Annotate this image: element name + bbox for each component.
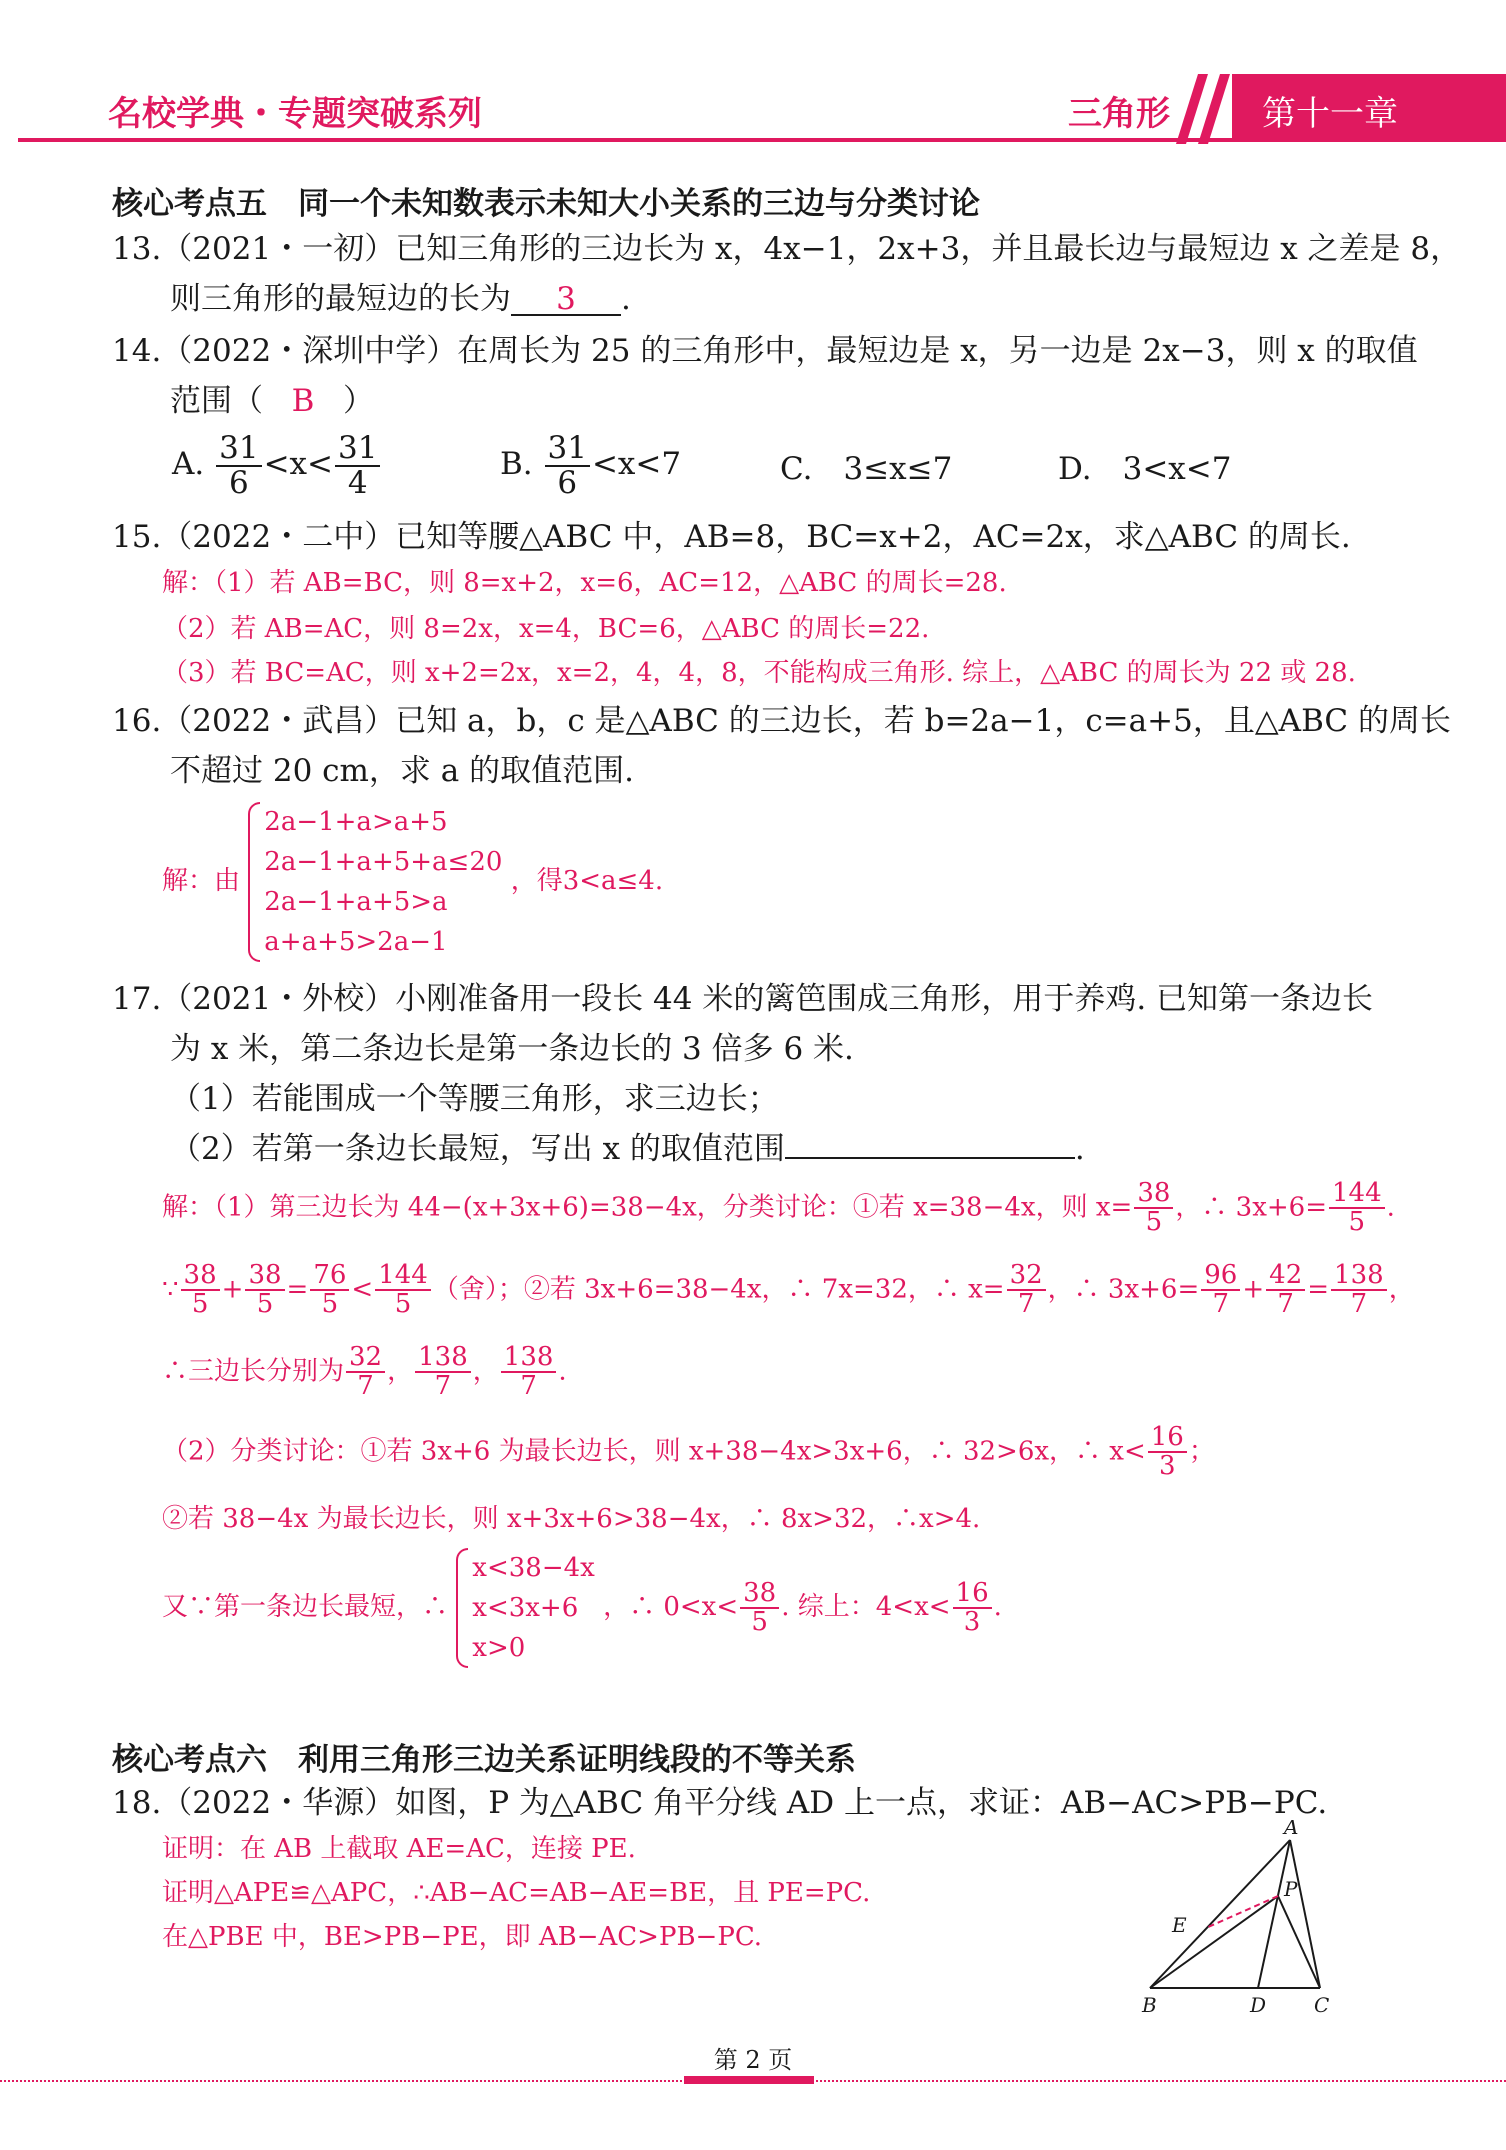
q14-answer: B — [291, 383, 315, 419]
q17-s1-b: ，∴ 3x+6= — [1175, 1192, 1327, 1223]
q17-solution-line6 — [162, 1548, 1002, 1668]
q17-s2-n5: 32 — [1007, 1262, 1046, 1291]
q17-line2: 为 x 米，第二条边长是第一条边长的 3 倍多 6 米. — [170, 1031, 854, 1067]
q14-option-b — [500, 432, 681, 499]
label-a: A — [1284, 1820, 1299, 1839]
q17-s2-n1: 38 — [181, 1262, 220, 1291]
header-slash-decoration — [1176, 74, 1236, 144]
section-title-5: 核心考点五 同一个未知数表示未知大小关系的三边与分类讨论 — [112, 186, 980, 222]
q17-solution-line2 — [162, 1262, 1415, 1319]
q17-s3-sep1: ， — [387, 1356, 414, 1387]
q17-s2-n4: 144 — [375, 1262, 431, 1291]
q17-s3-d3: 7 — [520, 1371, 537, 1402]
q16-solution-prefix: 解：由 — [162, 866, 241, 896]
q17-s6-system — [456, 1548, 595, 1668]
q17-s3-frac2 — [415, 1344, 471, 1401]
footer-accent-bar — [684, 2076, 814, 2084]
q17-s3-frac3 — [501, 1344, 557, 1401]
q14-option-b-label: B. — [500, 446, 533, 483]
q14-option-c: C. 3≤x≤7 — [780, 451, 953, 487]
q17-s6-frac1 — [740, 1577, 779, 1637]
q17-part1: （1）若能围成一个等腰三角形，求三边长； — [170, 1081, 779, 1117]
q17-s2-d1: 5 — [191, 1289, 209, 1320]
q13-answer: 3 — [511, 284, 621, 316]
q17-s2-d6: 7 — [1212, 1289, 1230, 1320]
q14-option-a-mid: <x< — [263, 446, 333, 483]
q17-s2-frac5 — [1007, 1262, 1046, 1319]
label-c: C — [1314, 1993, 1330, 2017]
q14-option-a-frac1 — [216, 432, 261, 499]
q14-a-d1: 6 — [228, 464, 249, 501]
q17-s1-n1: 38 — [1134, 1180, 1173, 1209]
q17-s2-eq: = — [286, 1274, 309, 1305]
q17-s2-d: ， — [1388, 1274, 1415, 1305]
q17-s2-frac8 — [1331, 1262, 1387, 1319]
q17-s6-n2: 16 — [953, 1580, 992, 1609]
q17-solution-line3 — [162, 1344, 567, 1401]
q13-line1: 13.（2021・一初）已知三角形的三边长为 x，4x−1，2x+3，并且最长边与最短边 x 之差是 8， — [112, 231, 1462, 267]
q17-s3-n1: 32 — [346, 1344, 385, 1373]
q16-eq-3: 2a−1+a+5>a — [264, 887, 448, 917]
q16-system — [248, 802, 502, 962]
q17-s2-frac4 — [375, 1262, 431, 1319]
q17-s6-brace — [456, 1548, 468, 1668]
q17-s6-b: ，∴ 0<x< — [603, 1592, 739, 1622]
q17-s2-frac3 — [310, 1262, 349, 1319]
q14-b-n: 31 — [545, 432, 590, 467]
q16-solution — [162, 802, 663, 962]
q17-s4-a: （2）分类讨论：①若 3x+6 为最长边长，则 x+38−4x>3x+6，∴ 32>6x，∴ x< — [162, 1436, 1146, 1467]
q17-s2-n8: 138 — [1331, 1262, 1387, 1291]
q17-s3-d1: 7 — [357, 1371, 374, 1402]
q17-s4-d: 3 — [1159, 1451, 1176, 1482]
page-number: 第 2 页 — [713, 2046, 793, 2074]
q17-s2-d7: 7 — [1277, 1289, 1294, 1320]
q17-solution-line5: ②若 38−4x 为最长边长，则 x+3x+6>38−4x，∴ 8x>32，∴x>4. — [162, 1504, 981, 1534]
q14-option-d: D. 3<x<7 — [1058, 451, 1232, 487]
q17-part2 — [170, 1130, 1085, 1168]
q17-s6-a: 又∵第一条边长最短，∴ — [162, 1592, 449, 1622]
header-series-title: 名校学典・专题突破系列 — [108, 94, 482, 134]
section-title-6: 核心考点六 利用三角形三边关系证明线段的不等关系 — [112, 1742, 856, 1778]
q18-triangle-figure — [1130, 1820, 1360, 2020]
label-b: B — [1142, 1993, 1157, 2017]
q17-line1: 17.（2021・外校）小刚准备用一段长 44 米的篱笆围成三角形，用于养鸡. 已知第一条边长 — [112, 981, 1374, 1017]
q17-s2-frac6 — [1201, 1262, 1240, 1319]
q16-line2: 不超过 20 cm，求 a 的取值范围. — [170, 753, 634, 789]
q17-s6-eq-3: x>0 — [472, 1633, 526, 1663]
q14-line2-prefix: 范围（ — [170, 383, 263, 419]
q17-s3-end: . — [558, 1356, 567, 1387]
q15-solution-1: 解：（1）若 AB=BC，则 8=x+2，x=6，AC=12，△ABC 的周长=28. — [162, 568, 1007, 598]
q17-s2-plus: + — [221, 1274, 244, 1305]
q17-s6-d2: 3 — [963, 1607, 981, 1637]
q17-s2-d8: 7 — [1350, 1289, 1368, 1320]
q14-line2 — [170, 382, 374, 420]
q17-part2-text: （2）若第一条边长最短，写出 x 的取值范围 — [170, 1131, 785, 1167]
q15-line1: 15.（2022・二中）已知等腰△ABC 中，AB=8，BC=x+2，AC=2x，求△ABC 的周长. — [112, 519, 1351, 555]
q14-option-a-label: A. — [172, 446, 205, 483]
q18-proof-2: 证明△APE≌△APC，∴AB−AC=AB−AE=BE，且 PE=PC. — [162, 1878, 871, 1908]
q17-s2-d4: 5 — [394, 1289, 412, 1320]
q16-eq-2: 2a−1+a+5+a≤20 — [264, 847, 503, 877]
q17-s2-n3: 76 — [310, 1262, 349, 1291]
q13-line2 — [170, 280, 631, 318]
q17-s2-n7: 42 — [1266, 1262, 1305, 1291]
label-p: P — [1284, 1877, 1298, 1901]
q14-option-b-frac — [545, 432, 590, 499]
header-topic: 三角形 — [1068, 94, 1170, 134]
label-e: E — [1172, 1913, 1187, 1937]
q17-s4-end: ； — [1188, 1436, 1215, 1467]
q17-s2-d5: 7 — [1017, 1289, 1035, 1320]
q17-s1-n2: 144 — [1329, 1180, 1385, 1209]
q17-s2-eq2: = — [1307, 1274, 1330, 1305]
q18-line1: 18.（2022・华源）如图，P 为△ABC 角平分线 AD 上一点，求证：AB−AC>PB−PC. — [112, 1785, 1328, 1821]
q14-line1: 14.（2022・深圳中学）在周长为 25 的三角形中，最短边是 x，另一边是 2x−3，则 x 的取值 — [112, 333, 1418, 369]
q16-eq-1: 2a−1+a>a+5 — [264, 807, 448, 837]
q17-part2-suffix: . — [1074, 1131, 1085, 1167]
segment-pe — [1206, 1896, 1278, 1928]
q17-s3-n2: 138 — [415, 1344, 471, 1373]
q14-a-n1: 31 — [216, 432, 261, 467]
q17-s6-eq-2: x<3x+6 — [472, 1593, 579, 1623]
q17-s2-d2: 5 — [256, 1289, 274, 1320]
header-chapter: 第十一章 — [1262, 94, 1398, 134]
segment-pc — [1278, 1896, 1320, 1988]
q17-s1-c: . — [1386, 1192, 1395, 1223]
q17-s6-eq-1: x<38−4x — [472, 1553, 595, 1583]
q16-line1: 16.（2022・武昌）已知 a，b，c 是△ABC 的三边长，若 b=2a−1，c=a+5，且△ABC 的周长 — [112, 703, 1451, 739]
q15-solution-3: （3）若 BC=AC，则 x+2=2x，x=2，4，4，8，不能构成三角形. 综上，△ABC 的周长为 22 或 28. — [162, 658, 1356, 688]
q13-line2-suffix: . — [621, 281, 631, 317]
q17-s1-a: 解：（1）第三边长为 44−(x+3x+6)=38−4x，分类讨论：①若 x=38−4x，则 x= — [162, 1192, 1133, 1223]
side-ac — [1290, 1840, 1320, 1988]
q17-s2-n2: 38 — [245, 1262, 284, 1291]
q17-solution-line4 — [162, 1424, 1215, 1481]
header-rule — [18, 138, 1506, 142]
q17-s2-lt: < — [351, 1274, 374, 1305]
q15-solution-2: （2）若 AB=AC，则 8=2x，x=4，BC=6，△ABC 的周长=22. — [162, 614, 930, 644]
q17-s2-plus2: + — [1242, 1274, 1265, 1305]
label-d: D — [1250, 1993, 1267, 2017]
q17-s4-frac — [1148, 1424, 1187, 1481]
q14-a-n2: 31 — [335, 432, 380, 467]
q17-s3-n3: 138 — [501, 1344, 557, 1373]
q16-solution-suffix: ，得3<a≤4. — [510, 866, 664, 896]
q14-b-d: 6 — [557, 464, 578, 501]
q14-option-b-rest: <x<7 — [591, 446, 682, 483]
q17-s2-frac1 — [181, 1262, 220, 1319]
q17-s6-end: . — [993, 1592, 1002, 1622]
q17-s1-frac2 — [1329, 1180, 1385, 1237]
q17-s3-sep2: ， — [472, 1356, 499, 1387]
q17-s2-frac7 — [1266, 1262, 1305, 1319]
q18-proof-1: 证明：在 AB 上截取 AE=AC，连接 PE. — [162, 1834, 636, 1864]
q17-s6-c: . 综上：4<x< — [781, 1592, 951, 1622]
q17-s6-d1: 5 — [751, 1607, 768, 1637]
q14-a-d2: 4 — [347, 464, 368, 501]
q17-s2-frac2 — [245, 1262, 284, 1319]
q17-s1-frac1 — [1134, 1180, 1173, 1237]
q16-brace — [248, 802, 260, 962]
q17-s4-n: 16 — [1148, 1424, 1187, 1453]
q17-s2-c: ，∴ 3x+6= — [1047, 1274, 1200, 1305]
q14-line2-suffix: ） — [343, 383, 374, 419]
q17-s2-a: ∵ — [162, 1274, 179, 1305]
q17-s1-d1: 5 — [1145, 1207, 1163, 1238]
q16-eq-4: a+a+5>2a−1 — [264, 927, 448, 957]
q17-s2-d3: 5 — [321, 1289, 339, 1320]
q17-s2-b: （舍）；②若 3x+6=38−4x，∴ 7x=32，∴ x= — [432, 1274, 1005, 1305]
q14-option-a-frac2 — [335, 432, 380, 499]
q17-s2-n6: 96 — [1201, 1262, 1240, 1291]
segment-pb — [1150, 1896, 1278, 1988]
q17-s3-d2: 7 — [434, 1371, 452, 1402]
q14-option-a — [172, 432, 382, 499]
q17-solution-line1 — [162, 1180, 1395, 1237]
q17-s6-n1: 38 — [740, 1580, 779, 1609]
q18-proof-3: 在△PBE 中，BE>PB−PE，即 AB−AC>PB−PC. — [162, 1922, 763, 1952]
q17-part2-blank — [785, 1157, 1075, 1159]
q13-line2-prefix: 则三角形的最短边的长为 — [170, 281, 511, 317]
side-ab — [1150, 1840, 1290, 1988]
q17-s3-frac1 — [346, 1344, 385, 1401]
q17-s3-a: ∴三边长分别为 — [162, 1356, 345, 1387]
q17-s6-frac2 — [953, 1577, 992, 1637]
q17-s1-d2: 5 — [1348, 1207, 1366, 1238]
